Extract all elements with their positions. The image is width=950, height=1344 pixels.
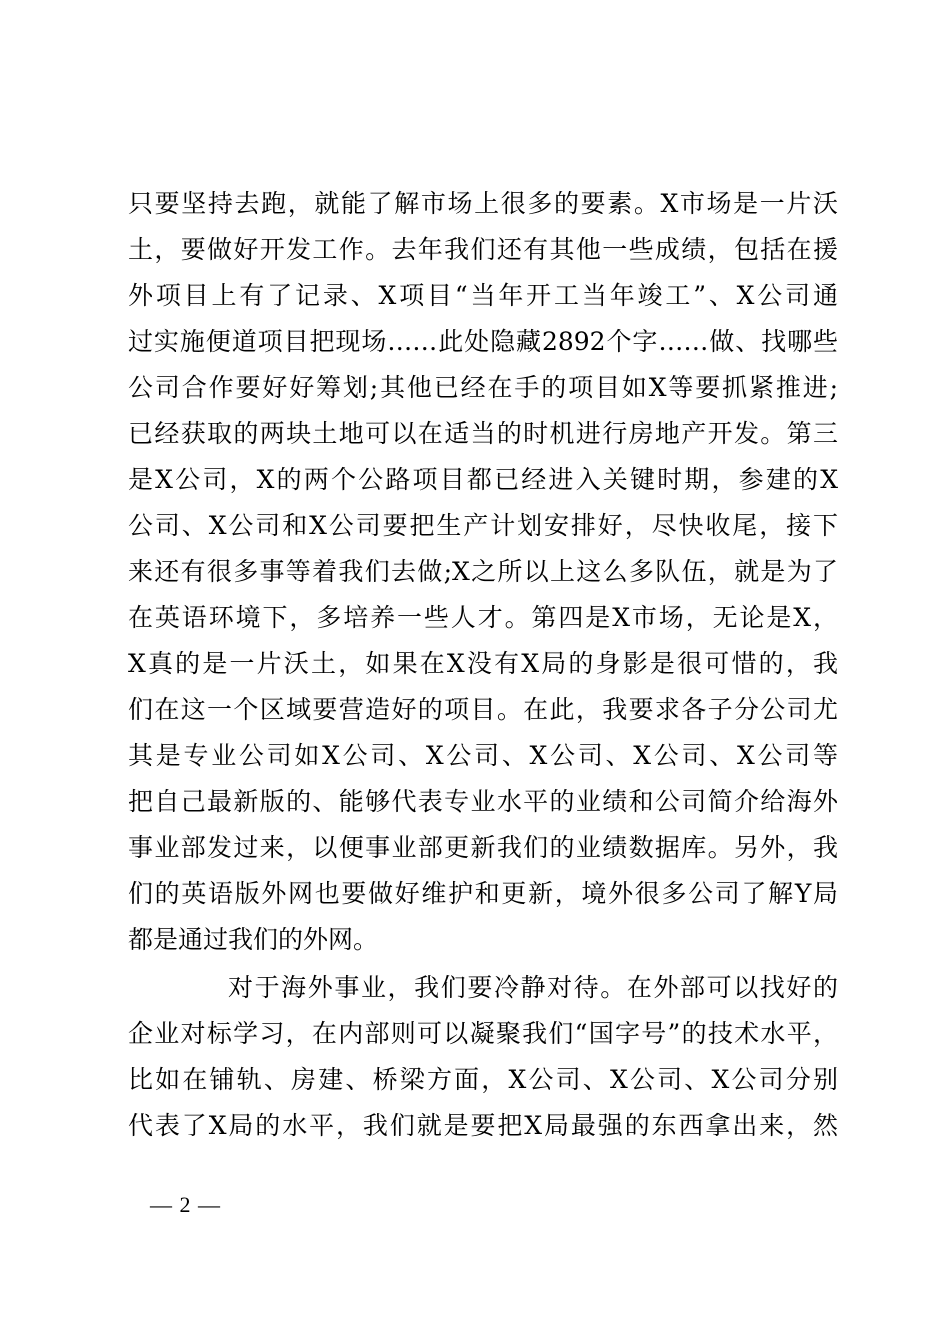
text-line: 把自己最新版的、能够代表专业水平的业绩和公司简介给海外 — [128, 787, 838, 816]
text-line: 只要坚持去跑，就能了解市场上很多的要素。X市场是一片沃 — [128, 189, 838, 218]
body-text — [128, 181, 838, 1149]
text-line: 比如在铺轨、房建、桥梁方面，X公司、X公司、X公司分别 — [128, 1065, 838, 1094]
page-number: — 2 — — [150, 1192, 221, 1217]
text-line: 过实施便道项目把现场……此处隐藏2892个字……做、找哪些 — [128, 327, 838, 356]
text-line: 们的英语版外网也要做好维护和更新，境外很多公司了解Y局 — [128, 879, 838, 908]
paragraph-2 — [128, 965, 838, 1149]
text-line: 代表了X局的水平，我们就是要把X局最强的东西拿出来，然 — [128, 1111, 838, 1140]
paragraph-1 — [128, 181, 838, 963]
text-line: 是X公司，X的两个公路项目都已经进入关键时期，参建的X — [128, 465, 838, 494]
text-line: X真的是一片沃土，如果在X没有X局的身影是很可惜的，我 — [128, 649, 838, 678]
text-line: 对于海外事业，我们要冷静对待。在外部可以找好的 — [228, 973, 838, 1002]
text-line: 事业部发过来，以便事业部更新我们的业绩数据库。另外，我 — [128, 833, 838, 862]
text-line: 在英语环境下，多培养一些人才。第四是X市场，无论是X， — [128, 603, 838, 632]
text-line: 企业对标学习，在内部则可以凝聚我们“国字号”的技术水平， — [128, 1019, 838, 1048]
text-line: 们在这一个区域要营造好的项目。在此，我要求各子分公司尤 — [128, 695, 838, 724]
text-line: 已经获取的两块土地可以在适当的时机进行房地产开发。第三 — [128, 419, 838, 448]
text-line: 都是通过我们的外网。 — [128, 925, 379, 954]
text-line: 外项目上有了记录、X项目“当年开工当年竣工”、X公司通 — [128, 281, 838, 310]
text-line: 其是专业公司如X公司、X公司、X公司、X公司、X公司等 — [128, 741, 838, 770]
text-line: 土，要做好开发工作。去年我们还有其他一些成绩，包括在援 — [128, 235, 838, 264]
text-line: 公司、X公司和X公司要把生产计划安排好，尽快收尾，接下 — [128, 511, 838, 540]
text-line: 公司合作要好好筹划;其他已经在手的项目如X等要抓紧推进; — [128, 373, 838, 402]
text-line: 来还有很多事等着我们去做;X之所以上这么多队伍，就是为了 — [128, 557, 838, 586]
